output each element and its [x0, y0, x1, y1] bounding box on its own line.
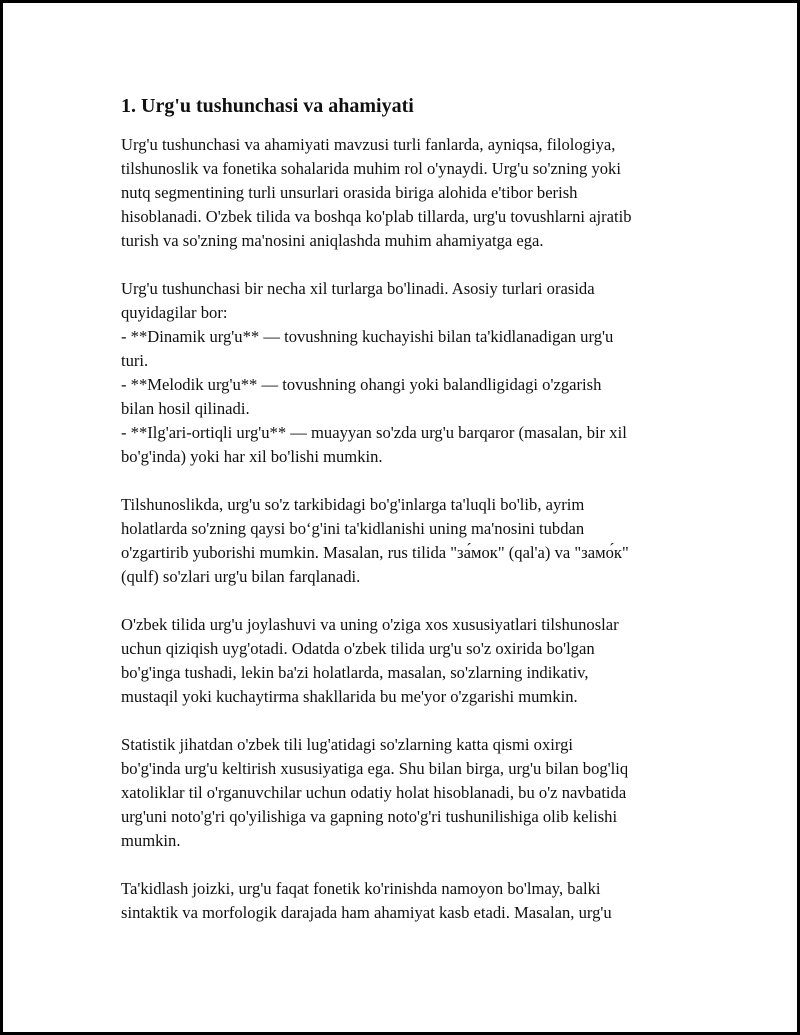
- text-line: mumkin.: [121, 831, 181, 850]
- text-line: holatlarda so'zning qaysi bo‘g'ini ta'kidlanishi uning ma'nosini tubdan: [121, 519, 585, 538]
- paragraph-4: [121, 613, 701, 709]
- paragraph-5: [121, 733, 701, 853]
- list-item-line: bo'g'inda) yoki har xil bo'lishi mumkin.: [121, 447, 383, 466]
- text-line: Urg'u tushunchasi va ahamiyati mavzusi turli fanlarda, ayniqsa, filologiya,: [121, 135, 616, 154]
- text-line: turish va so'zning ma'nosini aniqlashda muhim ahamiyatga ega.: [121, 231, 544, 250]
- text-line: hisoblanadi. O'zbek tilida va boshqa ko'plab tillarda, urg'u tovushlarni ajratib: [121, 207, 632, 226]
- text-line: sintaktik va morfologik darajada ham ahamiyat kasb etadi. Masalan, urg'u: [121, 903, 612, 922]
- section-heading: 1. Urg'u tushunchasi va ahamiyati: [121, 95, 414, 117]
- text-line: (qulf) so'zlari urg'u bilan farqlanadi.: [121, 567, 361, 586]
- list-item-line: - **Dinamik urg'u** — tovushning kuchayishi bilan ta'kidlanadigan urg'u: [121, 327, 614, 346]
- text-line: uchun qiziqish uyg'otadi. Odatda o'zbek tilida urg'u so'z oxirida bo'lgan: [121, 639, 595, 658]
- text-line: xatoliklar til o'rganuvchilar uchun odatiy holat hisoblanadi, bu o'z navbatida: [121, 783, 627, 802]
- text-line: tilshunoslik va fonetika sohalarida muhim rol o'ynaydi. Urg'u so'zning yoki: [121, 159, 621, 178]
- text-line: bo'g'inda urg'u keltirish xususiyatiga ega. Shu bilan birga, urg'u bilan bog'liq: [121, 759, 629, 778]
- paragraph-3: [121, 493, 701, 589]
- paragraph-1: [121, 133, 701, 253]
- text-line: Statistik jihatdan o'zbek tili lug'atidagi so'zlarning katta qismi oxirgi: [121, 735, 574, 754]
- text-line: Ta'kidlash joizki, urg'u faqat fonetik ko'rinishda namoyon bo'lmay, balki: [121, 879, 601, 898]
- text-line: quyidagilar bor:: [121, 303, 228, 322]
- list-item-line: - **Ilg'ari-ortiqli urg'u** — muayyan so'zda urg'u barqaror (masalan, bir xil: [121, 423, 627, 442]
- document-content: [121, 93, 701, 949]
- text-line: Urg'u tushunchasi bir necha xil turlarga bo'linadi. Asosiy turlari orasida: [121, 279, 595, 298]
- paragraph-2: [121, 277, 701, 469]
- list-item-line: bilan hosil qilinadi.: [121, 399, 250, 418]
- paragraph-6: [121, 877, 701, 925]
- list-item-line: - **Melodik urg'u** — tovushning ohangi yoki balandligidagi o'zgarish: [121, 375, 602, 394]
- text-line: O'zbek tilida urg'u joylashuvi va uning o'ziga xos xususiyatlari tilshunoslar: [121, 615, 619, 634]
- text-line: nutq segmentining turli unsurlari orasida biriga alohida e'tibor berish: [121, 183, 578, 202]
- text-line: o'zgartirib yuborishi mumkin. Masalan, rus tilida "за́мок" (qal'a) va "замо́к": [121, 543, 629, 562]
- text-line: mustaqil yoki kuchaytirma shakllarida bu me'yor o'zgarishi mumkin.: [121, 687, 578, 706]
- text-line: Tilshunoslikda, urg'u so'z tarkibidagi bo'g'inlarga ta'luqli bo'lib, ayrim: [121, 495, 585, 514]
- text-line: bo'g'inga tushadi, lekin ba'zi holatlarda, masalan, so'zlarning indikativ,: [121, 663, 589, 682]
- text-line: urg'uni noto'g'ri qo'yilishiga va gapning noto'g'ri tushunilishiga olib kelishi: [121, 807, 618, 826]
- list-item-line: turi.: [121, 351, 149, 370]
